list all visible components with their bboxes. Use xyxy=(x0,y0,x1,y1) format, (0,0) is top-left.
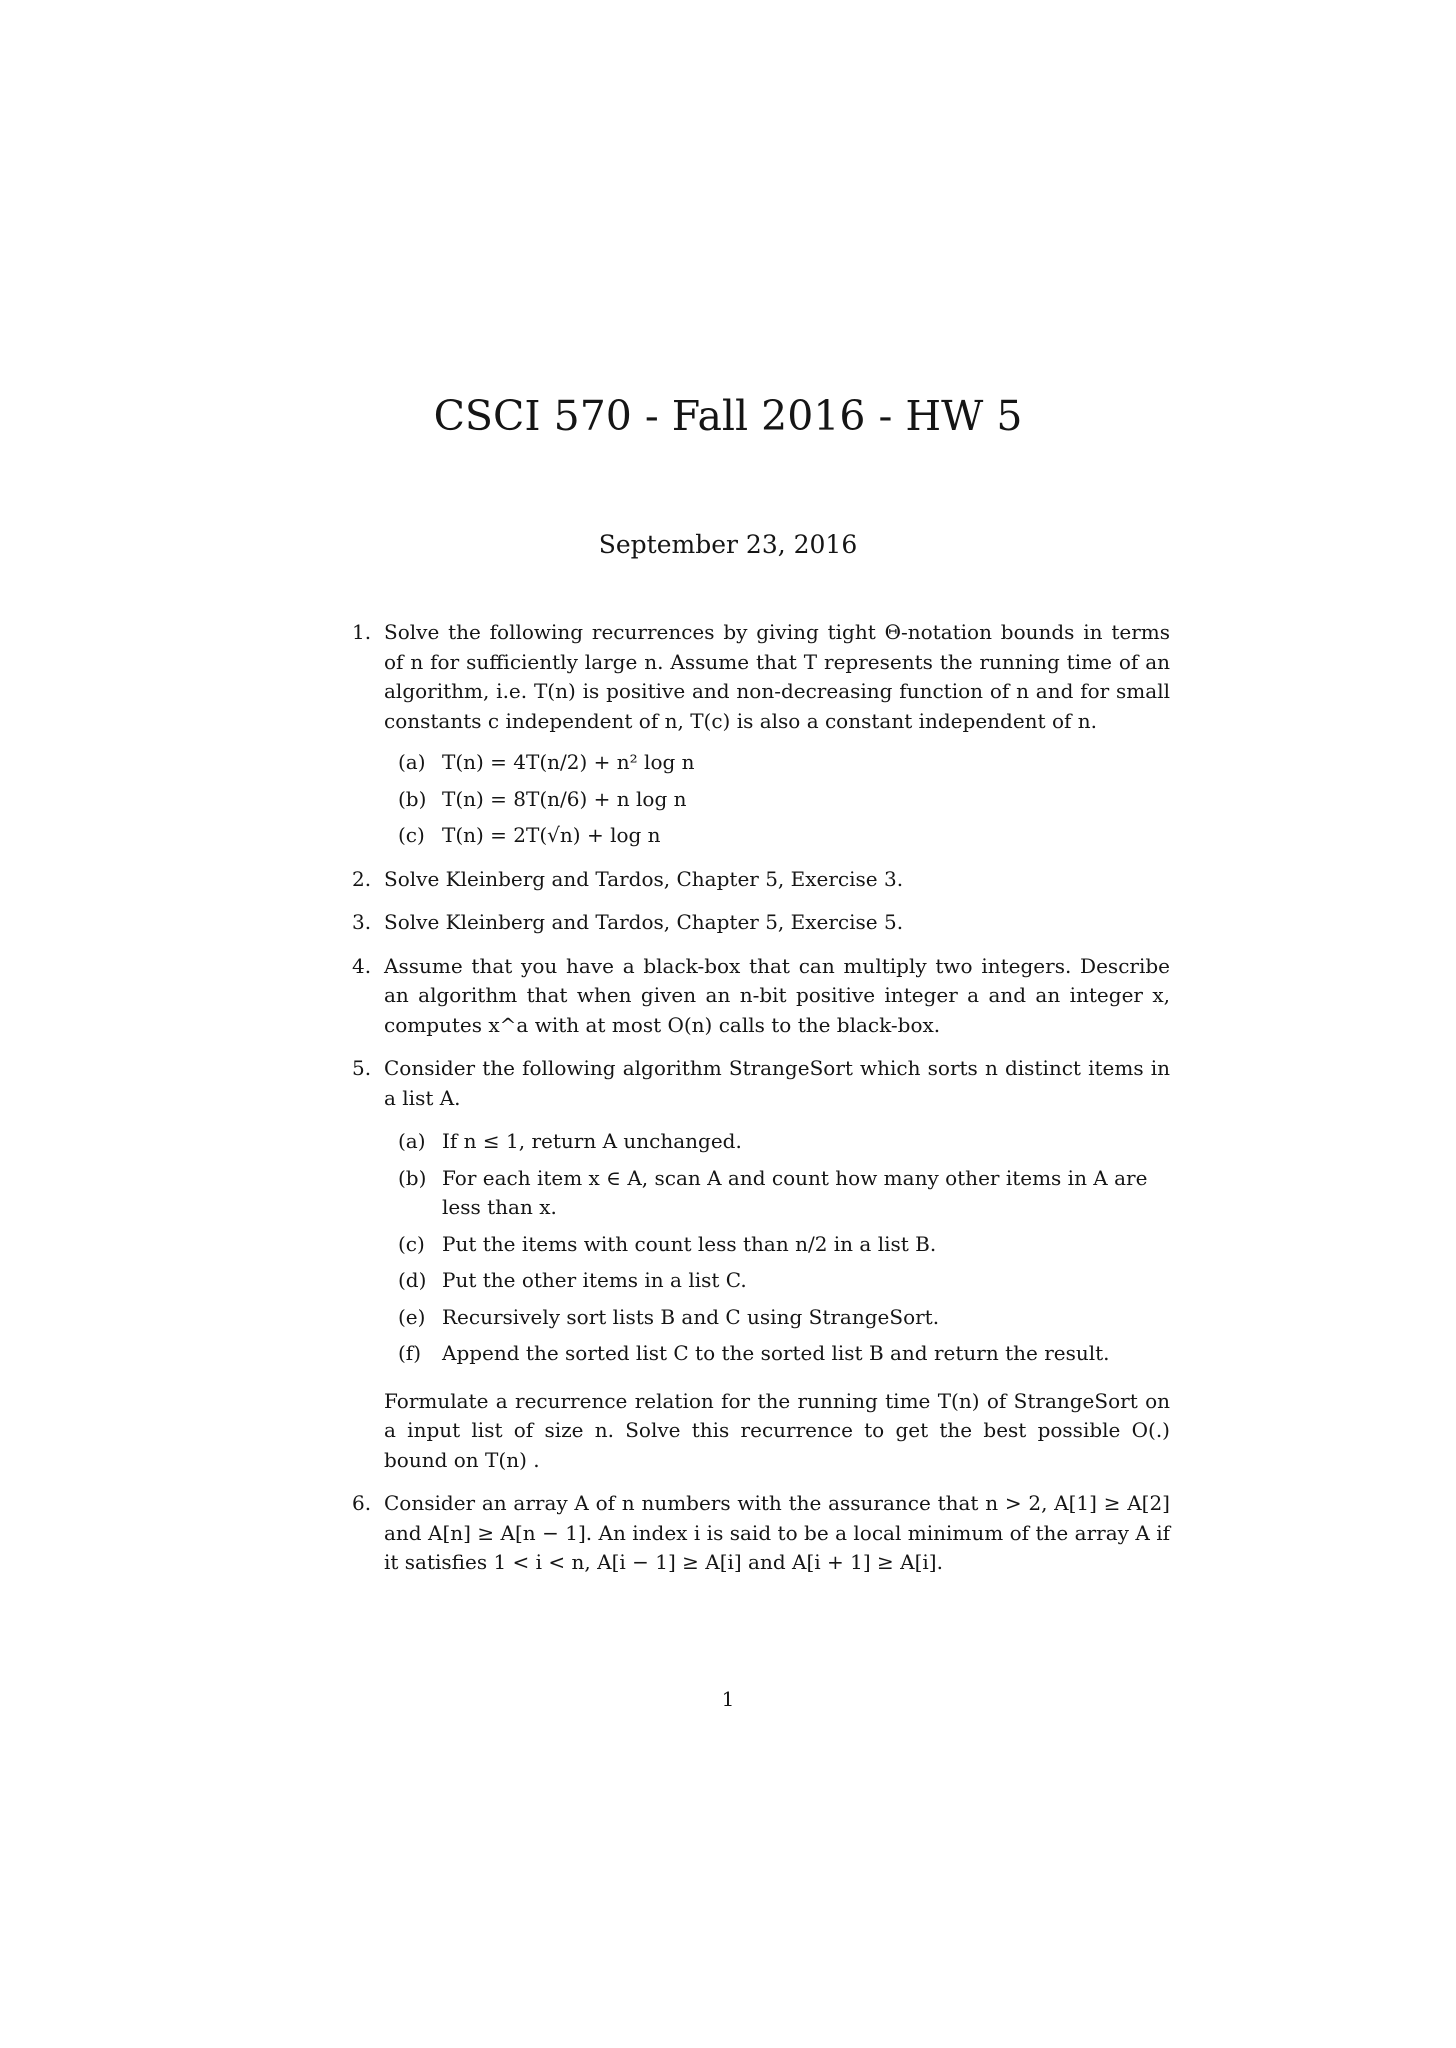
subpart-item xyxy=(398,1230,1170,1260)
subpart-label: (a) xyxy=(398,1129,426,1153)
problem-text: Solve Kleinberg and Tardos, Chapter 5, Exercise 5. xyxy=(384,910,904,934)
subpart-label: (b) xyxy=(398,1165,427,1190)
problem-2 xyxy=(352,865,1170,895)
subpart-item xyxy=(398,1339,1170,1369)
problem-number: 1. xyxy=(352,620,372,644)
subpart-item xyxy=(398,1164,1170,1223)
subpart-label: (e) xyxy=(398,1304,426,1329)
subpart-list xyxy=(384,748,1170,851)
subpart-label: (a) xyxy=(398,750,426,774)
problem-number: 3. xyxy=(352,910,372,934)
subpart-text: If n ≤ 1, return A unchanged. xyxy=(442,1129,742,1153)
problem-list-container xyxy=(352,618,1170,1592)
document-title: CSCI 570 - Fall 2016 - HW 5 xyxy=(433,392,1023,440)
problem-followup: Formulate a recurrence relation for the running time T(n) of StrangeSort on a input list of size n. Solve this recurrence to get the best possible O(.) bound on T(n) . xyxy=(384,1388,1170,1472)
problem-5 xyxy=(352,1054,1170,1475)
subpart-text: Put the items with count less than n/2 in a list B. xyxy=(442,1231,937,1256)
subpart-text: Put the other items in a list C. xyxy=(442,1268,747,1292)
subpart-text: T(n) = 4T(n/2) + n² log n xyxy=(442,750,695,774)
problem-number: 6. xyxy=(352,1491,372,1515)
problem-number: 4. xyxy=(352,953,372,978)
subpart-label: (d) xyxy=(398,1268,427,1292)
subpart-item xyxy=(398,785,1170,815)
document-date: September 23, 2016 xyxy=(598,530,858,559)
subpart-text: For each item x ∈ A, scan A and count how many other items in A are less than x. xyxy=(442,1165,1148,1219)
subpart-label: (c) xyxy=(398,1231,425,1256)
subpart-label: (c) xyxy=(398,823,425,847)
problem-1 xyxy=(352,618,1170,851)
subpart-item xyxy=(398,821,1170,851)
problem-text: Consider the following algorithm StrangeSort which sorts n distinct items in a list A. xyxy=(384,1056,1170,1110)
problem-text: Consider an array A of n numbers with the assurance that n > 2, A[1] ≥ A[2] and A[n] ≥ A[n − 1]. An index i is said to be a local minimum of the array A if it satisfies 1 < i < n, A[i − 1] ≥ A[i] and A[i + 1] ≥ A[i]. xyxy=(384,1491,1170,1574)
subpart-label: (b) xyxy=(398,786,427,811)
problem-6 xyxy=(352,1489,1170,1578)
problem-text: Solve the following recurrences by giving tight Θ-notation bounds in terms of n for sufficiently large n. Assume that T represents the running time of an algorithm, i.e. T(n) is positive and non-decreasing function of n and for small constants c independent of n, T(c) is also a constant independent of n. xyxy=(384,620,1170,733)
subpart-text: T(n) = 8T(n/6) + n log n xyxy=(442,786,687,811)
problem-4 xyxy=(352,952,1170,1041)
subpart-list xyxy=(384,1127,1170,1369)
problem-text: Assume that you have a black-box that can multiply two integers. Describe an algorithm that when given an n-bit positive integer a and an integer x, computes x^a with at most O(n) calls to the black-box. xyxy=(384,953,1170,1037)
problem-3 xyxy=(352,908,1170,938)
subpart-text: Recursively sort lists B and C using StrangeSort. xyxy=(442,1304,940,1329)
problem-text: Solve Kleinberg and Tardos, Chapter 5, Exercise 3. xyxy=(384,866,904,891)
subpart-text: T(n) = 2T(√n) + log n xyxy=(442,823,661,847)
problem-list xyxy=(352,618,1170,1578)
page-number: 1 xyxy=(721,1687,735,1711)
subpart-item xyxy=(398,748,1170,778)
subpart-item xyxy=(398,1127,1170,1157)
subpart-label: (f) xyxy=(398,1341,422,1365)
subpart-text: Append the sorted list C to the sorted list B and return the result. xyxy=(442,1341,1110,1365)
problem-number: 5. xyxy=(352,1056,372,1080)
problem-number: 2. xyxy=(352,866,372,891)
subpart-item xyxy=(398,1266,1170,1296)
subpart-item xyxy=(398,1303,1170,1333)
